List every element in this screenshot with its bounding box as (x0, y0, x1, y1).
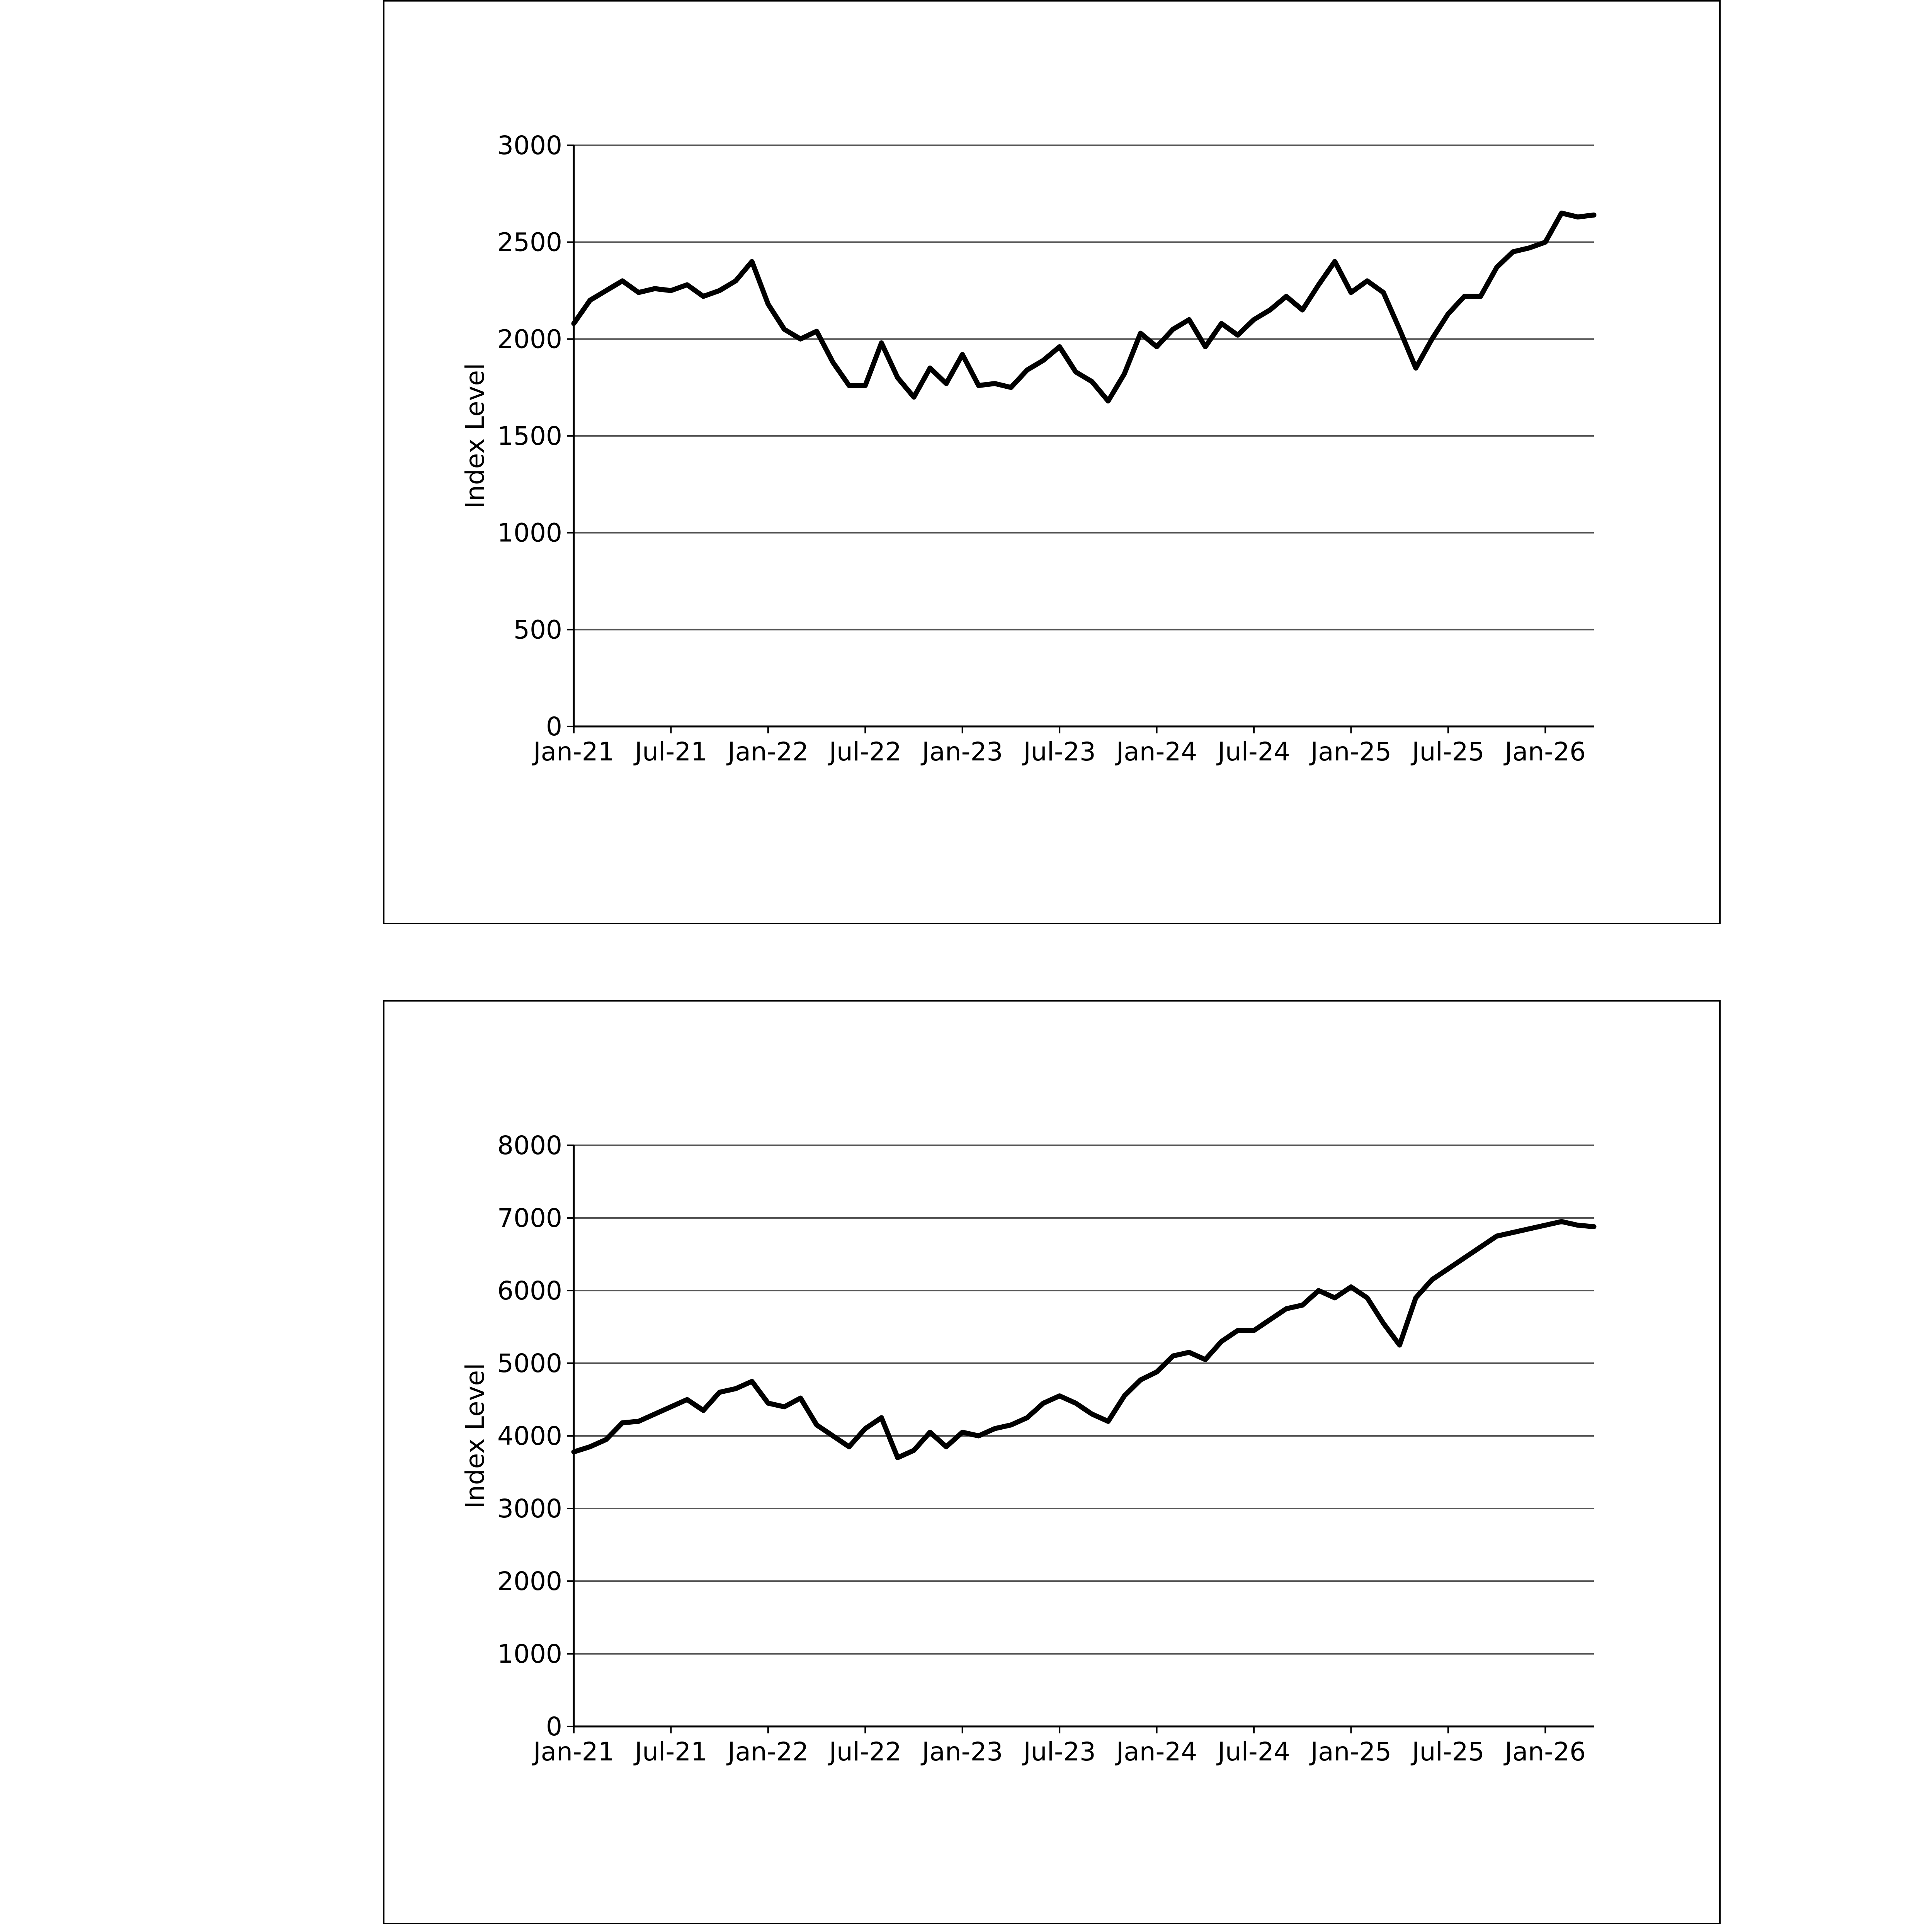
chart-2-ytick-label-3: 3000 (497, 1494, 562, 1524)
chart-2-y-axis-label: Index Level (460, 1363, 490, 1509)
chart-1-xtick-label-9: Jul-25 (1412, 737, 1485, 767)
chart-1-xtick-label-1: Jul-21 (634, 737, 707, 767)
chart-1-ytick-label-2: 1000 (497, 518, 562, 548)
chart-2-ytick-label-4: 4000 (497, 1421, 562, 1451)
chart-1-xtick-label-5: Jul-23 (1023, 737, 1096, 767)
chart-1-ytick-label-1: 500 (514, 615, 562, 645)
chart-1-series-line-0 (574, 213, 1594, 401)
chart-1-xtick-label-6: Jan-24 (1116, 737, 1197, 767)
chart-2-xtick-label-9: Jul-25 (1412, 1737, 1485, 1767)
chart-1-xtick-label-8: Jan-25 (1310, 737, 1392, 767)
chart-2-ytick-label-6: 6000 (497, 1276, 562, 1306)
chart-2-xtick-label-3: Jul-22 (829, 1737, 902, 1767)
chart-1-svg (384, 2, 1719, 923)
chart-2-ytick-label-5: 5000 (497, 1349, 562, 1378)
chart-1-ytick-label-3: 1500 (497, 421, 562, 451)
chart-1-xtick-label-0: Jan-21 (533, 737, 614, 767)
chart-2-ytick-label-1: 1000 (497, 1639, 562, 1669)
chart-panel-1 (383, 0, 1721, 924)
chart-1-xtick-label-7: Jul-24 (1218, 737, 1290, 767)
chart-2-xtick-label-6: Jan-24 (1116, 1737, 1197, 1767)
chart-1-xtick-label-4: Jan-23 (922, 737, 1003, 767)
chart-2-xtick-label-2: Jan-22 (728, 1737, 809, 1767)
chart-2-xtick-label-7: Jul-24 (1218, 1737, 1290, 1767)
chart-2-xtick-label-0: Jan-21 (533, 1737, 614, 1767)
chart-1-ytick-label-4: 2000 (497, 324, 562, 354)
chart-2-xtick-label-4: Jan-23 (922, 1737, 1003, 1767)
chart-panel-2 (383, 1000, 1721, 1924)
chart-1-xtick-label-10: Jan-26 (1505, 737, 1586, 767)
chart-2-svg (384, 1002, 1719, 1923)
chart-2-xtick-label-8: Jan-25 (1310, 1737, 1392, 1767)
chart-2-xtick-label-5: Jul-23 (1023, 1737, 1096, 1767)
chart-2-series-line-0 (574, 1221, 1594, 1458)
chart-2-ytick-label-8: 8000 (497, 1131, 562, 1160)
chart-1-ytick-label-5: 2500 (497, 227, 562, 257)
chart-1-y-axis-label: Index Level (460, 363, 490, 509)
chart-2-ytick-label-7: 7000 (497, 1203, 562, 1233)
chart-2-xtick-label-10: Jan-26 (1505, 1737, 1586, 1767)
chart-1-ytick-label-0: 0 (546, 712, 562, 742)
chart-2-ytick-label-0: 0 (546, 1712, 562, 1742)
chart-1-ytick-label-6: 3000 (497, 131, 562, 160)
chart-2-ytick-label-2: 2000 (497, 1566, 562, 1596)
chart-1-xtick-label-3: Jul-22 (829, 737, 902, 767)
chart-1-xtick-label-2: Jan-22 (728, 737, 809, 767)
chart-2-xtick-label-1: Jul-21 (634, 1737, 707, 1767)
